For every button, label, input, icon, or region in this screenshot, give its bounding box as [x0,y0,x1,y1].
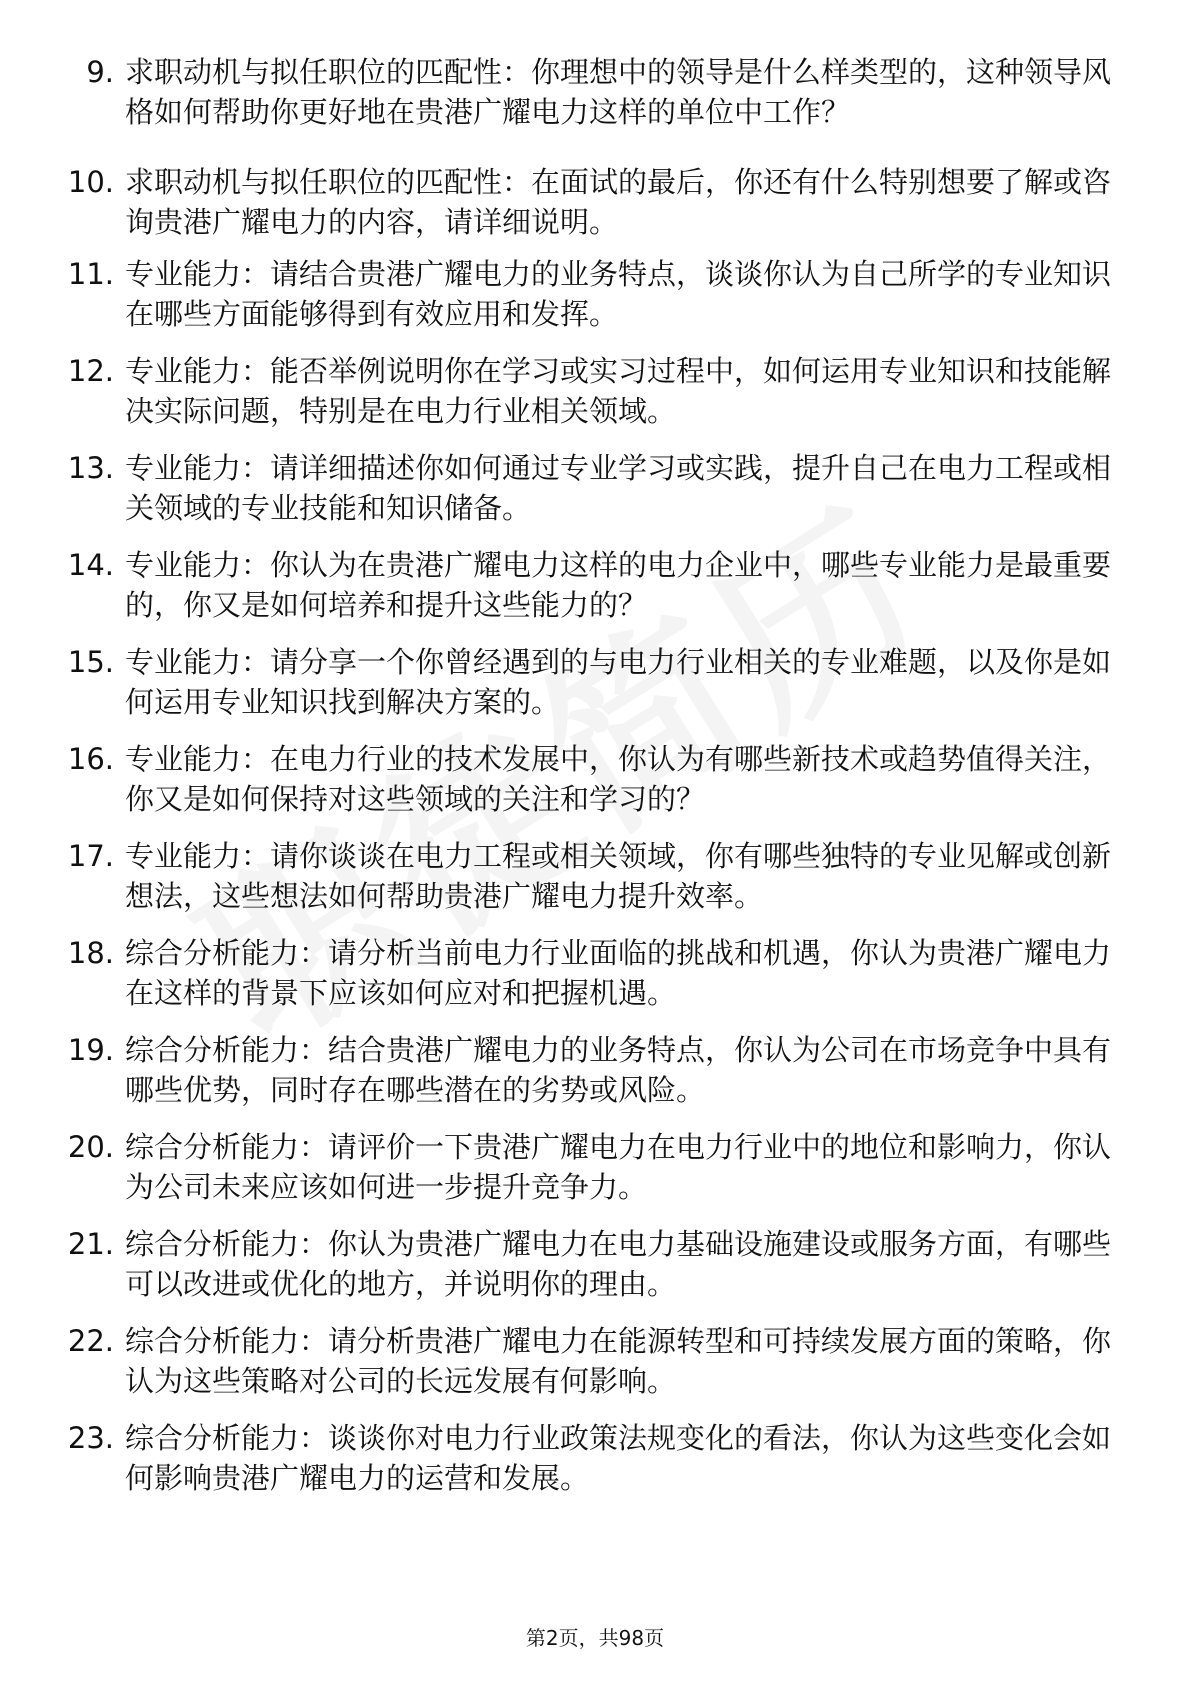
question-item [0,545,1190,642]
question-item [0,1030,1190,1127]
question-text: 综合分析能力：你认为贵港广耀电力在电力基础设施建设或服务方面，有哪些可以改进或优化的地方，并说明你的理由。 [125,1227,1112,1301]
question-item [0,448,1190,545]
question-item [0,1418,1190,1515]
question-number: 15. [67,645,114,679]
question-item [0,52,1190,162]
question-number: 20. [67,1130,114,1164]
question-text: 专业能力：你认为在贵港广耀电力这样的电力企业中，哪些专业能力是最重要的，你又是如何培养和提升这些能力的？ [125,548,1112,622]
question-text: 专业能力：请分享一个你曾经遇到的与电力行业相关的专业难题，以及你是如何运用专业知识找到解决方案的。 [125,645,1112,719]
question-number: 14. [67,548,114,582]
question-number: 16. [67,742,114,776]
question-text: 专业能力：能否举例说明你在学习或实习过程中，如何运用专业知识和技能解决实际问题，特别是在电力行业相关领域。 [125,354,1112,428]
question-item [0,1127,1190,1224]
question-number: 21. [67,1227,114,1261]
question-number: 12. [67,354,114,388]
question-number: 23. [67,1421,114,1455]
question-item [0,739,1190,836]
question-text: 综合分析能力：谈谈你对电力行业政策法规变化的看法，你认为这些变化会如何影响贵港广耀电力的运营和发展。 [125,1421,1112,1495]
question-item [0,1224,1190,1321]
question-item [0,351,1190,448]
question-text: 综合分析能力：请评价一下贵港广耀电力在电力行业中的地位和影响力，你认为公司未来应该如何进一步提升竞争力。 [125,1130,1112,1204]
question-text: 求职动机与拟任职位的匹配性：你理想中的领导是什么样类型的，这种领导风格如何帮助你更好地在贵港广耀电力这样的单位中工作？ [125,55,1112,129]
question-number: 19. [67,1033,114,1067]
question-item [0,642,1190,739]
question-number: 18. [67,936,114,970]
question-number: 10. [67,165,114,199]
question-number: 9. [86,55,114,89]
question-number: 13. [67,451,114,485]
question-text: 专业能力：在电力行业的技术发展中，你认为有哪些新技术或趋势值得关注，你又是如何保持对这些领域的关注和学习的？ [125,742,1112,816]
question-text: 求职动机与拟任职位的匹配性：在面试的最后，你还有什么特别想要了解或咨询贵港广耀电力的内容，请详细说明。 [125,165,1112,239]
question-text: 综合分析能力：结合贵港广耀电力的业务特点，你认为公司在市场竞争中具有哪些优势，同时存在哪些潜在的劣势或风险。 [125,1033,1112,1107]
question-text: 综合分析能力：请分析贵港广耀电力在能源转型和可持续发展方面的策略，你认为这些策略对公司的长远发展有何影响。 [125,1324,1112,1398]
question-item [0,1321,1190,1418]
question-text: 综合分析能力：请分析当前电力行业面临的挑战和机遇，你认为贵港广耀电力在这样的背景下应该如何应对和把握机遇。 [125,936,1112,1010]
question-number: 22. [67,1324,114,1358]
question-text: 专业能力：请详细描述你如何通过专业学习或实践，提升自己在电力工程或相关领域的专业技能和知识储备。 [125,451,1112,525]
question-item [0,254,1190,351]
question-text: 专业能力：请结合贵港广耀电力的业务特点，谈谈你认为自己所学的专业知识在哪些方面能够得到有效应用和发挥。 [125,257,1112,331]
question-list [0,52,1190,1515]
question-item [0,933,1190,1030]
question-number: 11. [67,257,114,291]
question-text: 专业能力：请你谈谈在电力工程或相关领域，你有哪些独特的专业见解或创新想法，这些想法如何帮助贵港广耀电力提升效率。 [125,839,1112,913]
question-item [0,162,1190,254]
question-item [0,836,1190,933]
page-footer: 第2页，共98页 [525,1626,665,1650]
question-number: 17. [67,839,114,873]
